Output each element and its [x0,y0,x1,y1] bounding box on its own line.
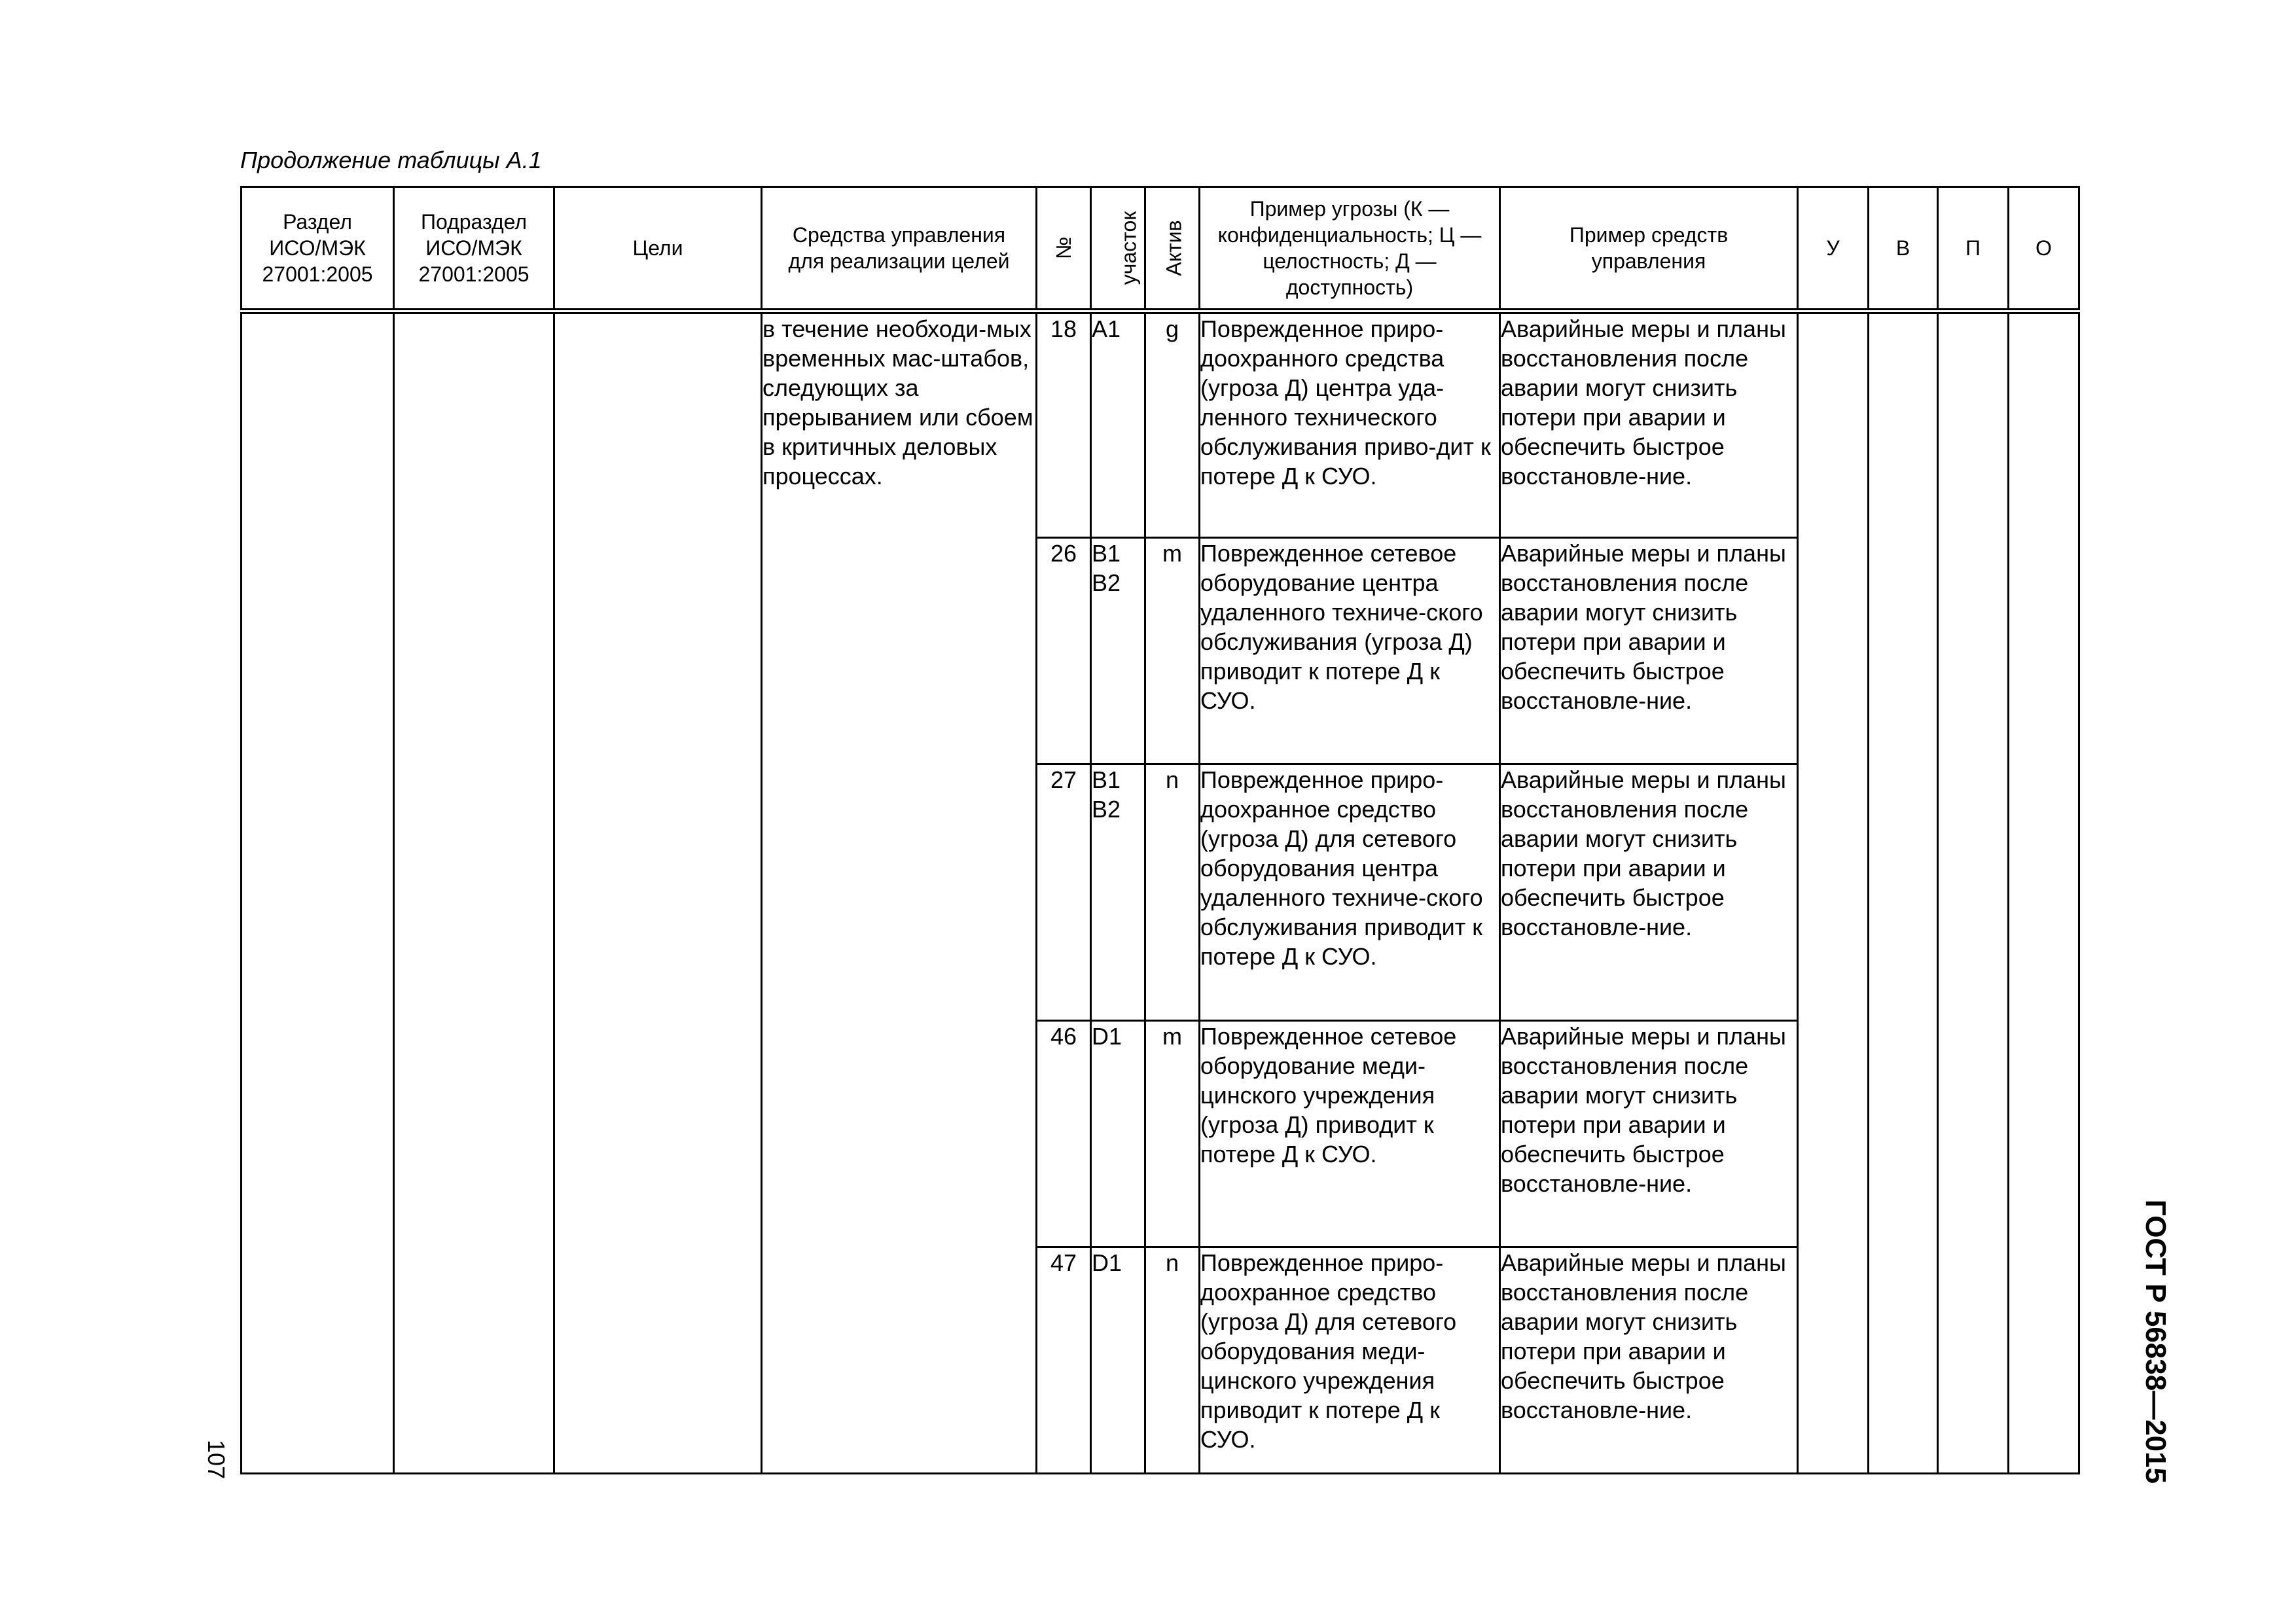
row-control: Аварийные меры и планы восстановления после аварии могут снизить потери при аварии и обеспечить быстрое восстановле-ние. [1500,312,1798,538]
row-threat: Поврежденное сетевое оборудование центра удаленного техниче-ского обслуживания (угроза Д) приводит к потере Д к СУО. [1200,538,1500,764]
row-asset: n [1145,764,1200,1021]
controls-cell: в течение необходи-мых временных мас-штабов, следующих за прерыванием или сбоем в критичных деловых процессах. [762,312,1037,1474]
table-row [242,312,2079,538]
row-asset: m [1145,1021,1200,1247]
header-asset [1145,187,1200,312]
row-threat: Поврежденное сетевое оборудование меди-цинского учреждения (угроза Д) приводит к потере Д к СУО. [1200,1021,1500,1247]
subsection-cell [394,312,554,1474]
header-zone [1091,187,1145,312]
row-control: Аварийные меры и планы восстановления после аварии могут снизить потери при аварии и обеспечить быстрое восстановле-ние. [1500,764,1798,1021]
zone-code-2: B2 [1092,796,1121,823]
section-cell [242,312,394,1474]
table-caption: Продолжение таблицы А.1 [240,147,542,173]
page-number-box [196,1430,236,1489]
row-threat: Поврежденное приро-доохранного средства (угроза Д) центра уда-ленного технического обслуживания приво-дит к потере Д к СУО. [1200,312,1500,538]
page-number: 107 [203,1439,230,1480]
header-v: В [1869,187,1938,312]
header-goals: Цели [554,187,762,312]
row-number: 18 [1037,312,1091,538]
row-asset: n [1145,1247,1200,1474]
header-zone-label: участок [1117,211,1141,285]
zone-code: A1 [1092,315,1121,342]
row-zone [1091,764,1145,1021]
zone-code: D1 [1092,1023,1122,1050]
document-title-vertical [2126,1198,2185,1486]
row-zone [1091,1247,1145,1474]
v-cell [1869,312,1938,1474]
row-number: 46 [1037,1021,1091,1247]
row-zone [1091,312,1145,538]
header-controls-example: Пример средств управления [1500,187,1798,312]
row-control: Аварийные меры и планы восстановления после аварии могут снизить потери при аварии и обеспечить быстрое восстановле-ние. [1500,1247,1798,1474]
u-cell [1798,312,1869,1474]
header-number-label: № [1051,236,1075,260]
row-threat: Поврежденное приро-доохранное средство (угроза Д) для сетевого оборудования центра удаленного техниче-ского обслуживания приводит к потере Д к СУО. [1200,764,1500,1021]
row-zone [1091,538,1145,764]
row-number: 26 [1037,538,1091,764]
zone-code: D1 [1092,1249,1122,1276]
row-control: Аварийные меры и планы восстановления после аварии могут снизить потери при аварии и обеспечить быстрое восстановле-ние. [1500,538,1798,764]
zone-code-2: B2 [1092,569,1121,596]
header-subsection: Подраздел ИСО/МЭК 27001:2005 [394,187,554,312]
threat-table [240,186,2080,1474]
table-header-row [242,187,2079,312]
row-asset: m [1145,538,1200,764]
header-u: У [1798,187,1869,312]
row-asset: g [1145,312,1200,538]
header-number [1037,187,1091,312]
zone-code: B1 [1092,540,1121,567]
row-control: Аварийные меры и планы восстановления после аварии могут снизить потери при аварии и обеспечить быстрое восстановле-ние. [1500,1021,1798,1247]
row-zone [1091,1021,1145,1247]
p-cell [1938,312,2009,1474]
header-asset-label: Актив [1162,220,1186,276]
row-number: 27 [1037,764,1091,1021]
zone-code: B1 [1092,766,1121,793]
header-section: Раздел ИСО/МЭК 27001:2005 [242,187,394,312]
row-threat: Поврежденное приро-доохранное средство (угроза Д) для сетевого оборудования меди-цинского учреждения приводит к потере Д к СУО. [1200,1247,1500,1474]
header-o: О [2009,187,2079,312]
goals-cell [554,312,762,1474]
header-threat-example: Пример угрозы (К — конфиденциальность; Ц — целостность; Д — доступность) [1200,187,1500,312]
header-p: П [1938,187,2009,312]
o-cell [2009,312,2079,1474]
header-controls: Средства управления для реализации целей [762,187,1037,312]
row-number: 47 [1037,1247,1091,1474]
document-title: ГОСТ Р 56838—2015 [2140,1199,2172,1484]
